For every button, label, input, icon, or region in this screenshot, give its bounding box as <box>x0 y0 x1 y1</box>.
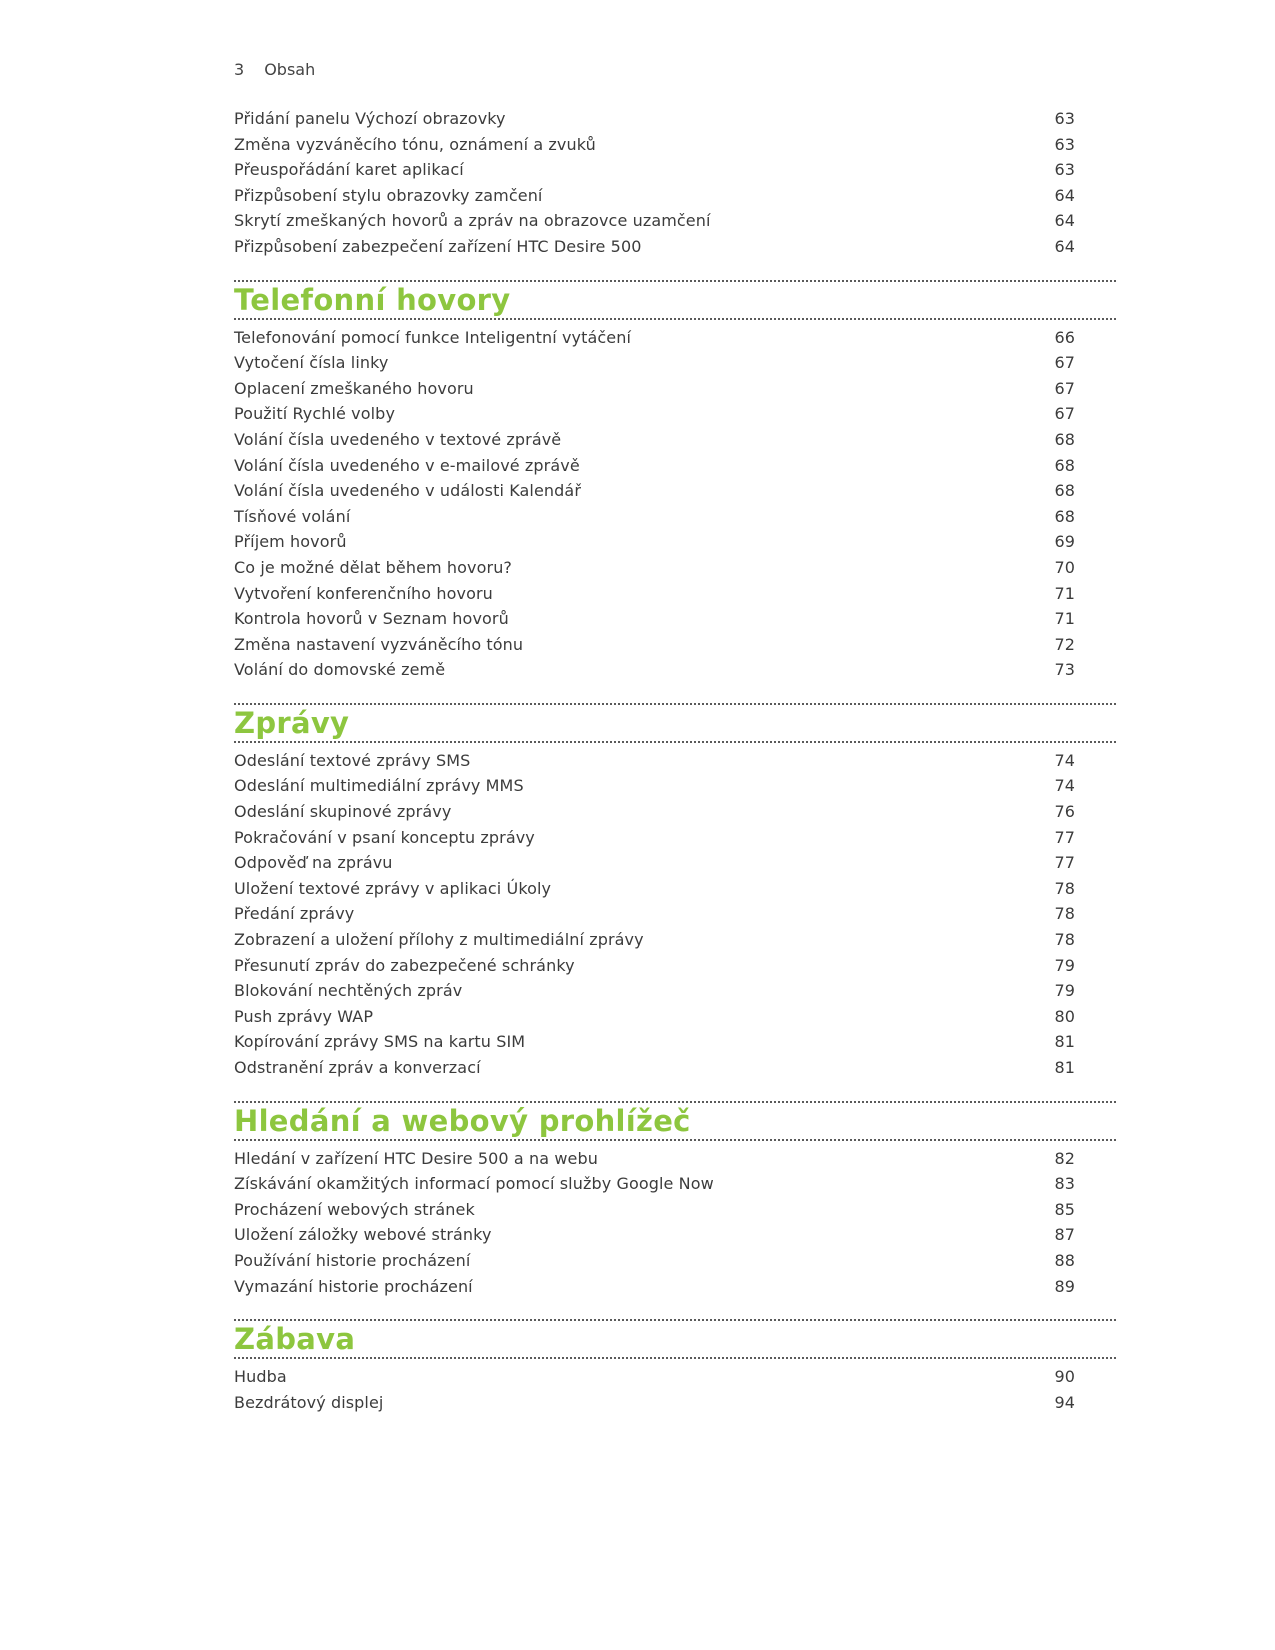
toc-entry-title: Hudba <box>234 1367 287 1387</box>
toc-entry-page: 63 <box>1054 134 1075 154</box>
toc-entry[interactable] <box>234 850 1116 876</box>
toc-entry-page: 67 <box>1054 404 1075 424</box>
toc-entry-page: 68 <box>1054 429 1075 449</box>
toc-entry[interactable] <box>234 529 1116 555</box>
toc-entry-title: Push zprávy WAP <box>234 1006 374 1026</box>
table-of-contents <box>234 106 1116 1415</box>
section-header <box>234 280 1116 320</box>
toc-entry-page: 70 <box>1054 557 1075 577</box>
toc-entry-page: 67 <box>1054 353 1075 373</box>
toc-entry-page: 64 <box>1054 185 1075 205</box>
toc-entry-title: Změna nastavení vyzváněcího tónu <box>234 634 524 654</box>
toc-entry[interactable] <box>234 1390 1116 1416</box>
toc-entry-title: Bezdrátový displej <box>234 1392 384 1412</box>
toc-entry[interactable] <box>234 876 1116 902</box>
toc-entry[interactable] <box>234 927 1116 953</box>
toc-entry-title: Odeslání multimediální zprávy MMS <box>234 776 524 796</box>
section-title[interactable]: Zábava <box>234 1322 356 1357</box>
toc-entry-page: 79 <box>1054 981 1075 1001</box>
toc-entry-page: 68 <box>1054 506 1075 526</box>
toc-entry-page: 63 <box>1054 160 1075 180</box>
toc-entry-page: 80 <box>1054 1006 1075 1026</box>
section-header <box>234 703 1116 743</box>
toc-entry-page: 69 <box>1054 532 1075 552</box>
toc-entry-title: Tísňové volání <box>234 506 351 526</box>
toc-entry-page: 63 <box>1054 109 1075 128</box>
toc-entry[interactable] <box>234 581 1116 607</box>
toc-entry[interactable] <box>234 478 1116 504</box>
toc-entry-title: Získávání okamžitých informací pomocí služby Google Now <box>234 1174 714 1194</box>
toc-entry-title: Používání historie procházení <box>234 1250 471 1270</box>
toc-entry[interactable] <box>234 1222 1116 1248</box>
toc-entry-title: Změna vyzváněcího tónu, oznámení a zvuků <box>234 134 596 154</box>
toc-entry-page: 90 <box>1054 1367 1075 1387</box>
toc-entry-page: 81 <box>1054 1058 1075 1077</box>
page-header <box>234 60 315 79</box>
toc-entry[interactable] <box>234 1029 1116 1055</box>
toc-entry-title: Volání čísla uvedeného v e-mailové zprávě <box>234 455 580 475</box>
toc-entry[interactable] <box>234 606 1116 632</box>
toc-entry-title: Vytočení čísla linky <box>234 353 389 373</box>
toc-entry[interactable] <box>234 555 1116 581</box>
toc-entry-title: Volání do domovské země <box>234 660 446 680</box>
toc-entry[interactable] <box>234 1146 1116 1172</box>
toc-entry-page: 73 <box>1054 660 1075 680</box>
toc-entry-title: Vymazání historie procházení <box>234 1276 473 1296</box>
toc-entry-title: Volání čísla uvedeného v události Kalendář <box>234 481 581 501</box>
toc-entry-title: Přeuspořádání karet aplikací <box>234 160 464 180</box>
toc-entry[interactable] <box>234 1197 1116 1223</box>
toc-entry-title: Přizpůsobení stylu obrazovky zamčení <box>234 185 543 205</box>
toc-entry-title: Předání zprávy <box>234 904 355 924</box>
intro-entries <box>234 106 1116 260</box>
toc-entry-page: 77 <box>1054 827 1075 847</box>
toc-entry-title: Příjem hovorů <box>234 532 347 552</box>
toc-entry-title: Blokování nechtěných zpráv <box>234 981 463 1001</box>
toc-entry-title: Odeslání skupinové zprávy <box>234 802 452 822</box>
toc-entry-page: 94 <box>1054 1392 1075 1412</box>
toc-entry[interactable] <box>234 953 1116 979</box>
toc-section <box>234 1101 1116 1300</box>
toc-entry-page: 71 <box>1054 609 1075 629</box>
toc-entry[interactable] <box>234 183 1116 209</box>
toc-entry-title: Zobrazení a uložení přílohy z multimediální zprávy <box>234 930 644 950</box>
toc-entry[interactable] <box>234 234 1116 260</box>
toc-section <box>234 1319 1116 1415</box>
toc-entry-page: 81 <box>1054 1032 1075 1052</box>
toc-entry-title: Odeslání textové zprávy SMS <box>234 750 471 770</box>
toc-entry-page: 89 <box>1054 1276 1075 1296</box>
toc-entry-title: Volání čísla uvedeného v textové zprávě <box>234 429 562 449</box>
toc-entry-page: 83 <box>1054 1174 1075 1194</box>
toc-entry-page: 82 <box>1054 1148 1075 1168</box>
toc-entry-page: 85 <box>1054 1199 1075 1219</box>
toc-entry-page: 64 <box>1054 236 1075 256</box>
toc-entry-title: Co je možné dělat během hovoru? <box>234 557 513 577</box>
toc-entry[interactable] <box>234 350 1116 376</box>
toc-entry-page: 78 <box>1054 930 1075 950</box>
toc-entry[interactable] <box>234 1248 1116 1274</box>
toc-entry[interactable] <box>234 748 1116 774</box>
toc-entry[interactable] <box>234 1171 1116 1197</box>
toc-entry-page: 78 <box>1054 904 1075 924</box>
toc-entry-page: 64 <box>1054 211 1075 231</box>
section-title[interactable]: Telefonní hovory <box>234 282 511 317</box>
section-title[interactable]: Zprávy <box>234 705 350 740</box>
toc-entry[interactable] <box>234 1055 1116 1081</box>
toc-entry[interactable] <box>234 208 1116 234</box>
section-header <box>234 1319 1116 1359</box>
toc-entry-page: 67 <box>1054 378 1075 398</box>
section-header <box>234 1101 1116 1141</box>
toc-entry-title: Telefonování pomocí funkce Inteligentní vytáčení <box>234 327 632 347</box>
toc-entry[interactable] <box>234 453 1116 479</box>
toc-entry-page: 71 <box>1054 583 1075 603</box>
toc-entry[interactable] <box>234 106 1116 132</box>
toc-entry-title: Přizpůsobení zabezpečení zařízení HTC Desire 500 <box>234 236 642 256</box>
toc-entry-page: 74 <box>1054 776 1075 796</box>
toc-entry-title: Vytvoření konferenčního hovoru <box>234 583 493 603</box>
page-number: 3 <box>234 60 245 79</box>
toc-entry[interactable] <box>234 132 1116 158</box>
toc-entry-page: 87 <box>1054 1225 1075 1245</box>
toc-entry-title: Pokračování v psaní konceptu zprávy <box>234 827 535 847</box>
toc-entry-title: Hledání v zařízení HTC Desire 500 a na webu <box>234 1148 598 1168</box>
toc-entry-title: Procházení webových stránek <box>234 1199 475 1219</box>
toc-entry[interactable] <box>234 978 1116 1004</box>
toc-entry[interactable] <box>234 657 1116 683</box>
toc-entry-title: Kontrola hovorů v Seznam hovorů <box>234 609 509 629</box>
toc-entry[interactable] <box>234 504 1116 530</box>
toc-entry-title: Uložení textové zprávy v aplikaci Úkoly <box>234 878 552 898</box>
toc-entry[interactable] <box>234 632 1116 658</box>
toc-entry-title: Přesunutí zpráv do zabezpečené schránky <box>234 955 575 975</box>
toc-entry-title: Použití Rychlé volby <box>234 404 396 424</box>
toc-section <box>234 280 1116 683</box>
toc-entry-page: 79 <box>1054 955 1075 975</box>
toc-entry-title: Odpověď na zprávu <box>234 853 393 873</box>
toc-entry[interactable] <box>234 773 1116 799</box>
toc-entry[interactable] <box>234 1364 1116 1390</box>
toc-entry-page: 66 <box>1054 327 1075 347</box>
toc-entry-page: 74 <box>1054 750 1075 770</box>
toc-entry-page: 78 <box>1054 878 1075 898</box>
toc-entry[interactable] <box>234 1274 1116 1300</box>
toc-entry[interactable] <box>234 325 1116 351</box>
toc-entry-page: 77 <box>1054 853 1075 873</box>
toc-entry-page: 68 <box>1054 455 1075 475</box>
toc-entry-title: Oplacení zmeškaného hovoru <box>234 378 474 398</box>
toc-section <box>234 703 1116 1081</box>
toc-entry-title: Uložení záložky webové stránky <box>234 1225 492 1245</box>
section-title[interactable]: Hledání a webový prohlížeč <box>234 1103 691 1138</box>
toc-entry[interactable] <box>234 401 1116 427</box>
toc-entry-title: Kopírování zprávy SMS na kartu SIM <box>234 1032 526 1052</box>
page-header-title: Obsah <box>264 60 316 79</box>
toc-entry-page: 76 <box>1054 802 1075 822</box>
toc-entry-page: 72 <box>1054 634 1075 654</box>
toc-entry[interactable] <box>234 157 1116 183</box>
toc-entry[interactable] <box>234 1004 1116 1030</box>
toc-entry-title: Odstranění zpráv a konverzací <box>234 1058 481 1077</box>
toc-entry[interactable] <box>234 427 1116 453</box>
toc-entry[interactable] <box>234 799 1116 825</box>
toc-entry-title: Přidání panelu Výchozí obrazovky <box>234 109 506 128</box>
toc-entry-page: 68 <box>1054 481 1075 501</box>
toc-entry-page: 88 <box>1054 1250 1075 1270</box>
toc-entry-title: Skrytí zmeškaných hovorů a zpráv na obrazovce uzamčení <box>234 211 711 231</box>
toc-entry[interactable] <box>234 376 1116 402</box>
toc-entry[interactable] <box>234 901 1116 927</box>
toc-entry[interactable] <box>234 825 1116 851</box>
